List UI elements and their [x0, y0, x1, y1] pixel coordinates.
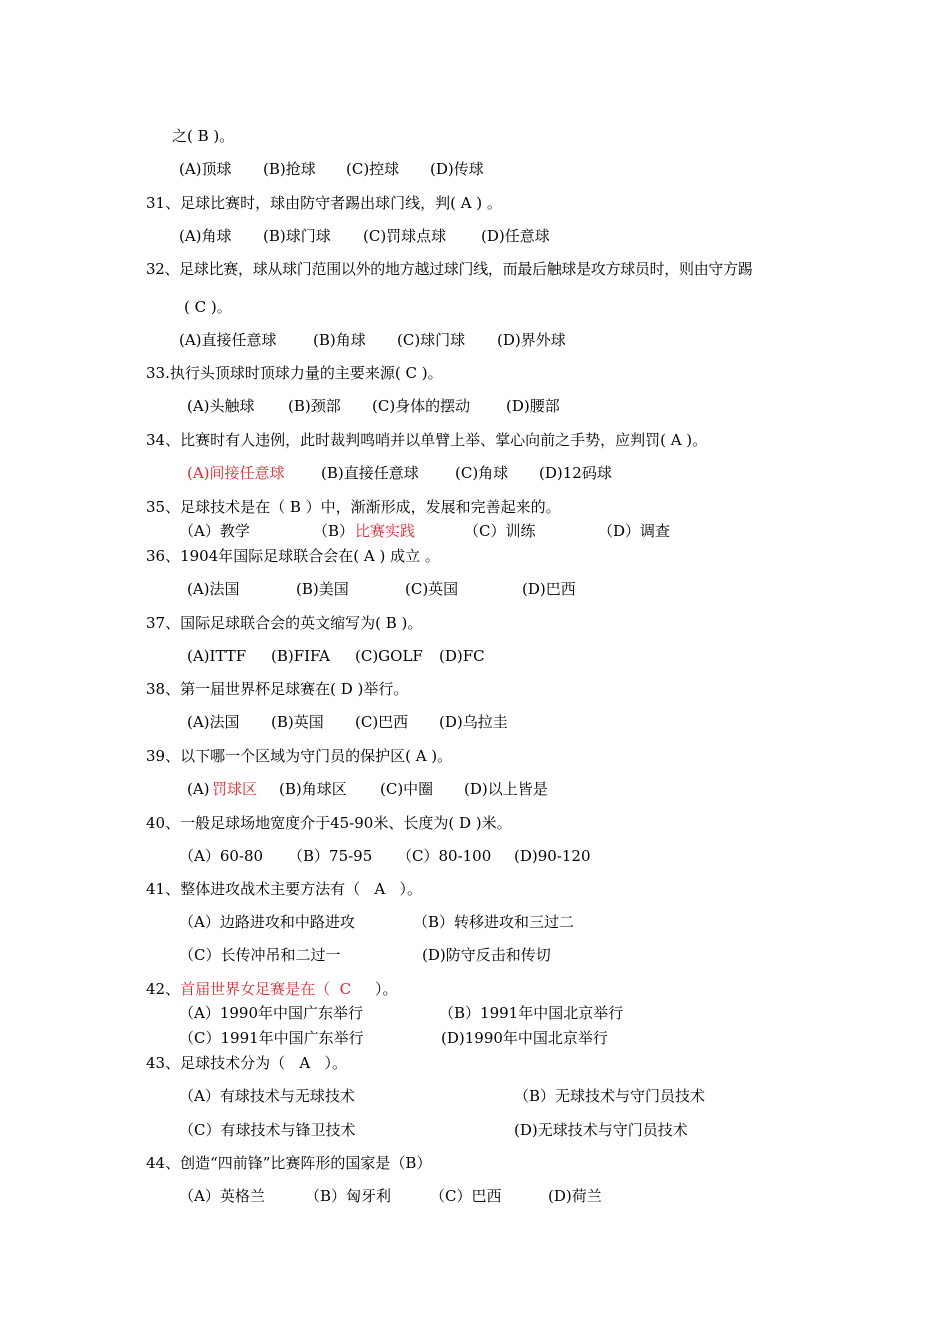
q36-option-a: (A)法国 [187, 580, 240, 598]
q39-option-b: (B)角球区 [279, 780, 347, 798]
q38-option-d: (D)乌拉圭 [439, 713, 508, 731]
q43-option-b: （B）无球技术与守门员技术 [514, 1087, 706, 1105]
q31-stem: 31、足球比赛时，球由防守者踢出球门线，判( A ) 。 [146, 194, 502, 212]
q42-number: 42、 [146, 980, 181, 998]
q43-option-c: （C）有球技术与锋卫技术 [179, 1121, 356, 1139]
q37-option-b: (B)FIFA [271, 647, 330, 665]
q32-option-c: (C)球门球 [397, 331, 466, 349]
q33-option-c: (C)身体的摆动 [372, 397, 471, 415]
q41-option-c: （C）长传冲吊和二过一 [179, 946, 341, 964]
q30-stem-tail: 之( B )。 [172, 127, 235, 145]
q42-stem [146, 979, 397, 999]
q38-stem: 38、第一届世界杯足球赛在( D )举行。 [146, 680, 409, 698]
q42-option-a: （A）1990年中国广东举行 [179, 1004, 364, 1022]
q39-option-a-answer: 罚球区 [212, 780, 258, 798]
q42-option-c: （C）1991年中国广东举行 [179, 1029, 364, 1047]
q34-option-a-answer: (A)间接任意球 [187, 464, 285, 482]
q44-stem: 44、创造“四前锋”比赛阵形的国家是（B） [146, 1154, 432, 1172]
q33-stem: 33.执行头顶球时顶球力量的主要来源( C )。 [146, 364, 443, 382]
q31-option-c: (C)罚球点球 [363, 227, 447, 245]
q35-option-c: （C）训练 [464, 522, 536, 540]
q40-option-b: （B）75-95 [288, 847, 373, 865]
q31-option-b: (B)球门球 [263, 227, 331, 245]
q38-option-a: (A)法国 [187, 713, 240, 731]
q43-option-d: (D)无球技术与守门员技术 [514, 1121, 688, 1139]
q40-stem: 40、一般足球场地宽度介于45-90米、长度为( D )米。 [146, 814, 512, 832]
q44-option-c: （C）巴西 [430, 1187, 502, 1205]
q39-option-a-letter: (A) [187, 780, 210, 798]
q36-option-c: (C)英国 [405, 580, 459, 598]
q39-stem: 39、以下哪一个区域为守门员的保护区( A )。 [146, 747, 453, 765]
q40-option-d: (D)90-120 [514, 847, 591, 865]
q33-option-b: (B)颈部 [288, 397, 341, 415]
q30-option-b: (B)抢球 [263, 160, 316, 178]
q42-option-b: （B）1991年中国北京举行 [439, 1004, 624, 1022]
q30-option-a: (A)顶球 [179, 160, 232, 178]
q35-option-b-answer: 比赛实践 [355, 522, 416, 540]
q35-option-a: （A）教学 [179, 522, 250, 540]
q44-option-a: （A）英格兰 [179, 1187, 265, 1205]
q42-stem-tail: ）。 [360, 980, 398, 998]
q36-option-b: (B)美国 [296, 580, 349, 598]
q41-stem: 41、整体进攻战术主要方法有（ A ）。 [146, 880, 423, 898]
q32-option-d: (D)界外球 [497, 331, 566, 349]
q34-option-b: (B)直接任意球 [321, 464, 419, 482]
q36-option-d: (D)巴西 [522, 580, 576, 598]
q36-stem: 36、1904年国际足球联合会在( A ) 成立 。 [146, 547, 440, 565]
q34-option-c: (C)角球 [455, 464, 509, 482]
q38-option-b: (B)英国 [271, 713, 324, 731]
q40-option-c: （C）80-100 [397, 847, 492, 865]
q32-option-b: (B)角球 [313, 331, 366, 349]
q39-option-c: (C)中圈 [380, 780, 434, 798]
q35-option-b-letter: （B） [313, 522, 355, 540]
q41-option-d: (D)防守反击和传切 [422, 946, 551, 964]
q33-option-a: (A)头触球 [187, 397, 255, 415]
q39-option-d: (D)以上皆是 [464, 780, 548, 798]
q43-option-a: （A）有球技术与无球技术 [179, 1087, 355, 1105]
q44-option-b: （B）匈牙利 [305, 1187, 392, 1205]
q37-option-c: (C)GOLF [355, 647, 423, 665]
q34-option-d: (D)12码球 [539, 464, 612, 482]
q32-stem-tail: ( C )。 [184, 298, 232, 316]
q30-option-d: (D)传球 [430, 160, 484, 178]
q44-option-d: (D)荷兰 [548, 1187, 602, 1205]
q31-option-a: (A)角球 [179, 227, 232, 245]
q33-option-d: (D)腰部 [506, 397, 560, 415]
q42-option-d: (D)1990年中国北京举行 [441, 1029, 608, 1047]
q32-stem: 32、足球比赛，球从球门范围以外的地方越过球门线，而最后触球是攻方球员时，则由守方踢 [146, 260, 753, 278]
q31-option-d: (D)任意球 [481, 227, 550, 245]
q38-option-c: (C)巴西 [355, 713, 409, 731]
q34-stem: 34、比赛时有人违例，此时裁判鸣哨并以单臂上举、掌心向前之手势，应判罚( A )。 [146, 431, 708, 449]
q37-option-a: (A)ITTF [187, 647, 247, 665]
q37-option-d: (D)FC [439, 647, 485, 665]
q30-option-c: (C)控球 [346, 160, 400, 178]
q32-option-a: (A)直接任意球 [179, 331, 277, 349]
q40-option-a: （A）60-80 [179, 847, 264, 865]
q37-stem: 37、国际足球联合会的英文缩写为( B )。 [146, 614, 423, 632]
q42-highlighted-text: 首届世界女足赛是在（ C [180, 980, 361, 998]
q35-option-d: （D）调查 [598, 522, 671, 540]
q41-option-a: （A）边路进攻和中路进攻 [179, 913, 355, 931]
q35-stem: 35、足球技术是在（ B ）中，渐渐形成，发展和完善起来的。 [146, 498, 561, 516]
q41-option-b: （B）转移进攻和三过二 [413, 913, 575, 931]
q43-stem: 43、足球技术分为（ A ）。 [146, 1054, 348, 1072]
